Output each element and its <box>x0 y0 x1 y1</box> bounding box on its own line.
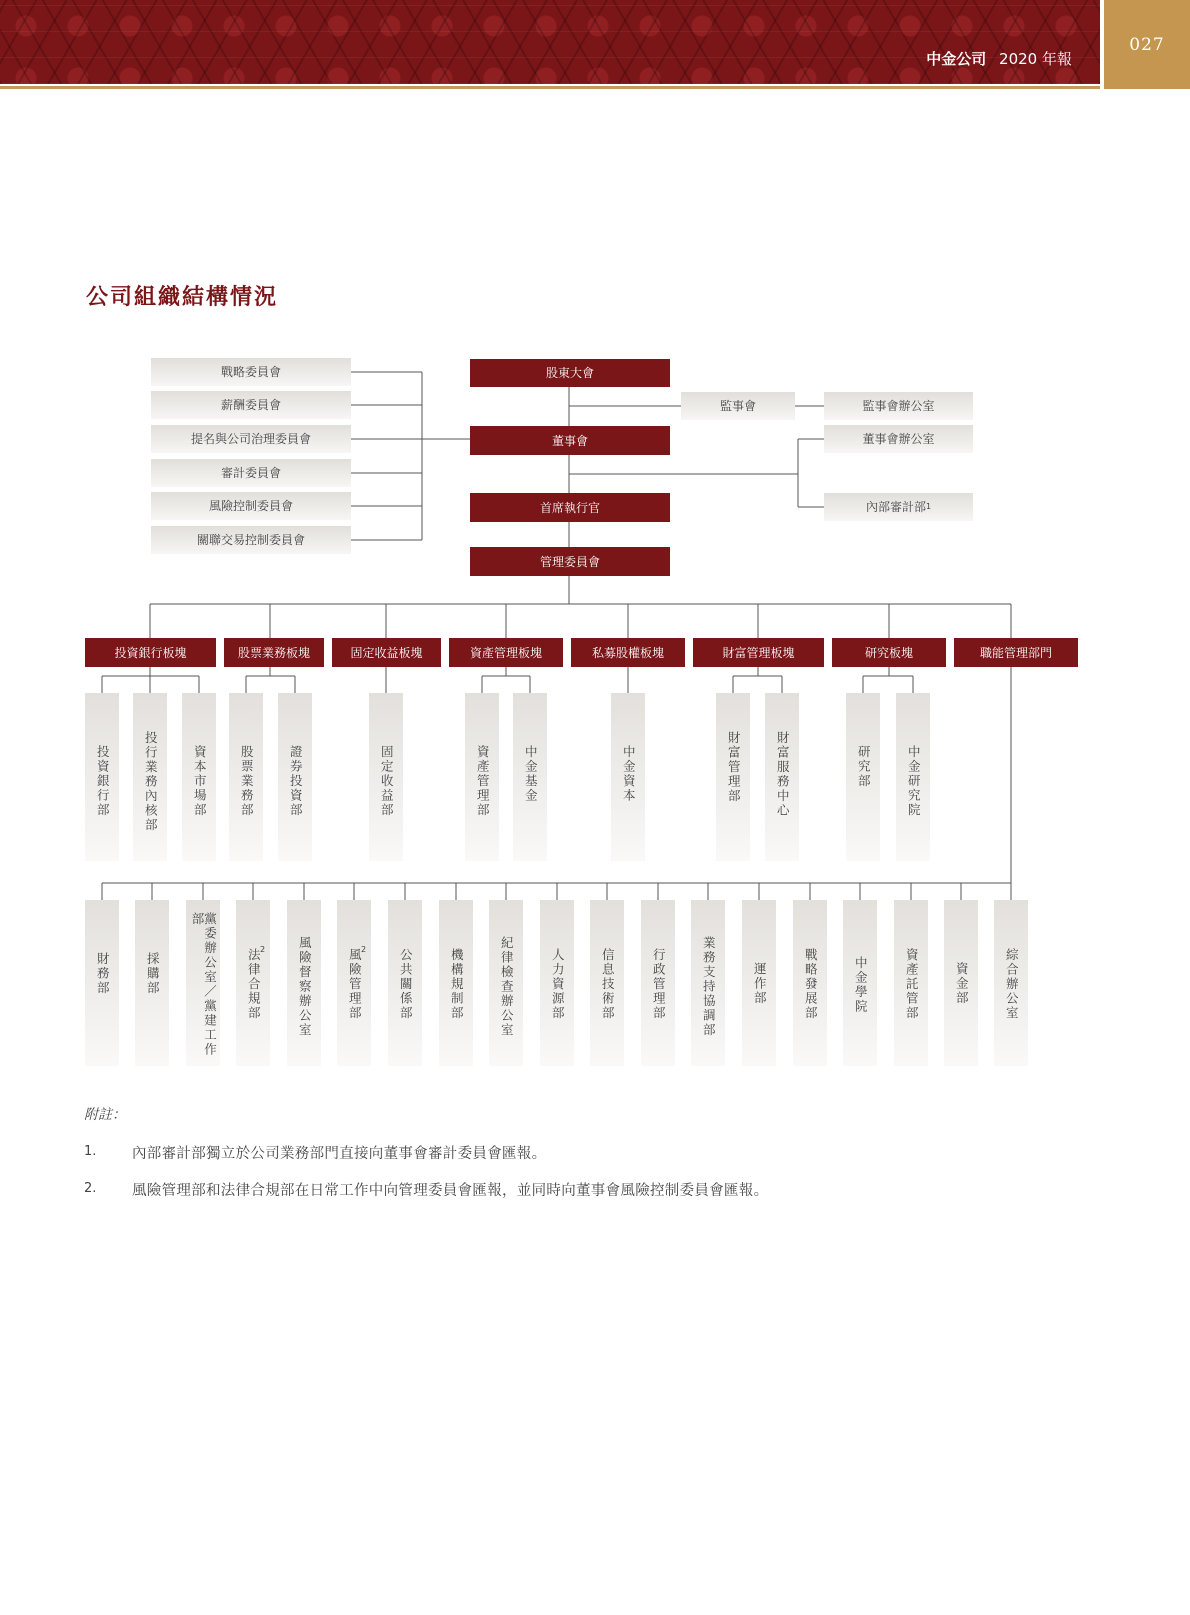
management-committee-box: 管理委員會 <box>470 547 670 576</box>
supervisory-office-box: 監事會辦公室 <box>824 392 973 420</box>
func-dept-strategic-development: 戰略發展部 <box>793 900 827 1066</box>
note-1 <box>84 1142 1084 1164</box>
dept-wealth-service-center: 財富服務中心 <box>765 693 799 861</box>
segment-asset-management: 資產管理板塊 <box>449 638 563 667</box>
board-office-box: 董事會辦公室 <box>824 425 973 453</box>
func-dept-general-office: 綜合辦公室 <box>994 900 1028 1066</box>
dept-wealth-management: 財富管理部 <box>716 693 750 861</box>
dept-asset-management: 資產管理部 <box>465 693 499 861</box>
note-1-text: 內部審計部獨立於公司業務部門直接向董事會審計委員會匯報。 <box>132 1146 547 1162</box>
func-dept-procurement: 採購部 <box>135 900 169 1066</box>
dept-fixed-income: 固定收益部 <box>369 693 403 861</box>
committee-remuneration: 薪酬委員會 <box>151 391 351 419</box>
report-name: 2020 年報 <box>999 50 1072 68</box>
internal-audit-box <box>824 493 973 521</box>
board-of-directors-box: 董事會 <box>470 426 670 455</box>
supervisory-board-box: 監事會 <box>681 392 795 420</box>
ceo-box: 首席執行官 <box>470 493 670 522</box>
segment-investment-banking: 投資銀行板塊 <box>85 638 216 667</box>
committee-related-party: 關聯交易控制委員會 <box>151 526 351 554</box>
dept-research: 研究部 <box>846 693 880 861</box>
dept-cicc-capital: 中金資本 <box>611 693 645 861</box>
committee-audit: 審計委員會 <box>151 459 351 487</box>
note-2-text: 風險管理部和法律合規部在日常工作中向管理委員會匯報，並同時向董事會風險控制委員會匯報。 <box>132 1183 769 1199</box>
func-dept-risk-management: 風險管理部 2 <box>337 900 371 1066</box>
note-2 <box>84 1179 1084 1201</box>
note-1-number: 1. <box>84 1144 97 1159</box>
segment-private-equity: 私募股權板塊 <box>571 638 685 667</box>
func-dept-administration: 行政管理部 <box>641 900 675 1066</box>
segment-research: 研究板塊 <box>832 638 946 667</box>
footnotes <box>84 1104 1084 1216</box>
footnote-mark-2: 2 <box>260 945 266 954</box>
func-dept-public-relations: 公共關係部 <box>388 900 422 1066</box>
segment-equities: 股票業務板塊 <box>224 638 324 667</box>
notes-heading: 附註： <box>84 1107 126 1123</box>
segment-functional-management: 職能管理部門 <box>954 638 1078 667</box>
func-dept-cicc-academy: 中金學院 <box>843 900 877 1066</box>
company-name: 中金公司 <box>926 50 987 68</box>
dept-investment-banking: 投資銀行部 <box>85 693 119 861</box>
dept-capital-markets: 資本市場部 <box>182 693 216 861</box>
func-dept-human-resources: 人力資源部 <box>540 900 574 1066</box>
committee-nomination-governance: 提名與公司治理委員會 <box>151 425 351 453</box>
segment-fixed-income: 固定收益板塊 <box>332 638 441 667</box>
func-dept-business-support: 業務支持協調部 <box>691 900 725 1066</box>
internal-audit-label: 內部審計部 <box>865 500 926 514</box>
page-title: 公司組織結構情況 <box>86 285 279 310</box>
dept-ib-internal-review: 投行業務內核部 <box>133 693 167 861</box>
func-dept-risk-supervision-office: 風險督察辦公室 <box>287 900 321 1066</box>
dept-cicc-fund: 中金基金 <box>513 693 547 861</box>
func-dept-treasury: 資金部 <box>944 900 978 1066</box>
func-dept-legal-compliance: 法律合規部 2 <box>236 900 270 1066</box>
segment-wealth-management: 財富管理板塊 <box>693 638 824 667</box>
note-2-number: 2. <box>84 1181 97 1196</box>
footnote-mark-1: 1 <box>925 502 932 511</box>
shareholders-meeting-box: 股東大會 <box>470 359 670 387</box>
committee-strategy: 戰略委員會 <box>151 358 351 386</box>
func-dept-regulatory-affairs: 機構規制部 <box>439 900 473 1066</box>
func-dept-asset-custody: 資產託管部 <box>894 900 928 1066</box>
page-number: 027 <box>1129 34 1165 55</box>
committee-risk-control: 風險控制委員會 <box>151 492 351 520</box>
func-dept-information-technology: 信息技術部 <box>590 900 624 1066</box>
func-dept-discipline-office: 紀律檢查辦公室 <box>489 900 523 1066</box>
dept-securities-investment: 證券投資部 <box>278 693 312 861</box>
func-dept-operations: 運作部 <box>742 900 776 1066</box>
footnote-mark-2b: 2 <box>361 945 367 954</box>
dept-cicc-research-institute: 中金研究院 <box>896 693 930 861</box>
func-dept-finance: 財務部 <box>85 900 119 1066</box>
dept-equities: 股票業務部 <box>229 693 263 861</box>
func-dept-party-office: 黨委辦公室／黨建工作部 <box>186 900 220 1066</box>
